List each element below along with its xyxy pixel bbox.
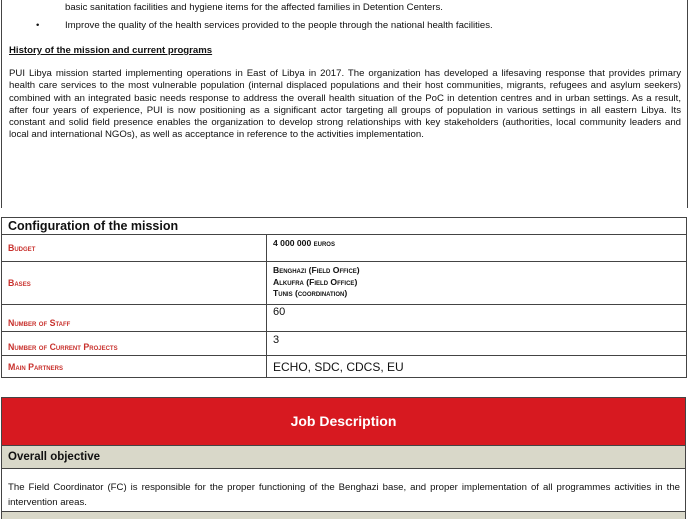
configuration-table — [1, 217, 687, 378]
projects-label: Number of Current Projects — [2, 332, 267, 356]
job-description-title: Job Description — [290, 413, 397, 429]
staff-value: 60 — [267, 305, 687, 332]
budget-value: 4 000 000 euros — [267, 235, 687, 262]
history-body: PUI Libya mission started implementing operations in East of Libya in 2017. The organization has developed a lifesaving response that provides primary health care services to the most vulnerable population (internal displaced populations and their host communities, migrants, refugees and asylum seekers) combined with an integrated basic needs response to address the overall health situation of the PoC in detention centres and in urban settings. As a result, after four years of experience, PUI is now positioning as a significant actor targeting all groups of population in various settings in all eastern Libya. Its constant and solid field presence enables the organization to develop strong relationships with key stakeholders (authorities, local community leaders and local and international NGOs), as well as acceptance in reference to the activities implementation. — [9, 68, 681, 141]
budget-label: Budget — [2, 235, 267, 262]
partners-label: Main Partners — [2, 356, 267, 378]
staff-label: Number of Staff — [2, 305, 267, 332]
overall-objective-text: The Field Coordinator (FC) is responsible for the proper functioning of the Benghazi base, and proper implementation of all programmes activities in the intervention areas. — [8, 482, 680, 508]
base-item: Benghazi (Field Office) — [273, 265, 360, 275]
bases-label: Bases — [2, 262, 267, 305]
bullet-icon: • — [36, 20, 40, 31]
next-section-bar — [1, 511, 686, 519]
configuration-title: Configuration of the mission — [2, 218, 687, 235]
history-section — [1, 0, 688, 208]
bullet-item: Improve the quality of the health services provided to the people through the national health facilities. — [65, 20, 493, 31]
projects-value: 3 — [267, 332, 687, 356]
bases-value — [267, 262, 687, 305]
history-title: History of the mission and current programs — [9, 45, 213, 56]
overall-objective-title: Overall objective — [8, 451, 101, 463]
job-description-header — [1, 397, 686, 446]
base-item: Tunis (coordination) — [273, 288, 348, 298]
base-item: Alkufra (Field Office) — [273, 276, 358, 287]
bullet-item: basic sanitation facilities and hygiene items for the affected families in Detention Centers. — [65, 2, 443, 13]
overall-objective-header — [1, 446, 686, 469]
partners-value: ECHO, SDC, CDCS, EU — [267, 356, 687, 378]
